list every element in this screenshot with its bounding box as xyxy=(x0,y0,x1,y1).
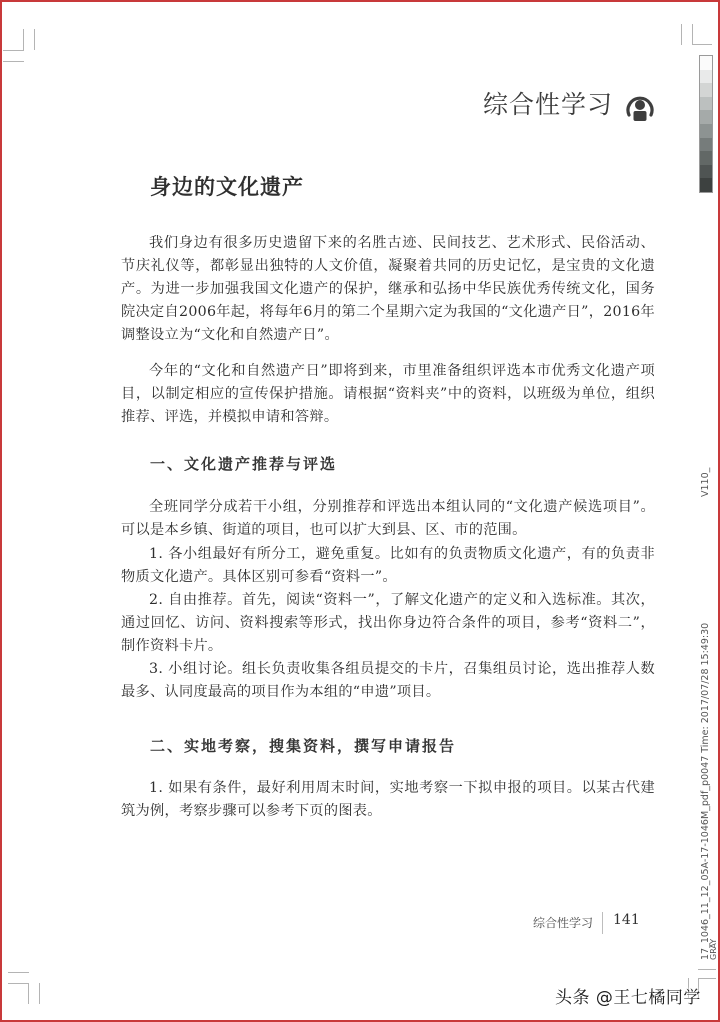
crop-mark xyxy=(34,29,35,50)
grayscale-step xyxy=(700,151,712,165)
crop-mark xyxy=(39,983,40,1004)
grayscale-step xyxy=(700,70,712,84)
grayscale-calibration-strip xyxy=(699,55,713,193)
crop-mark xyxy=(698,978,716,979)
grayscale-step xyxy=(700,178,712,192)
intro-paragraph: 我们身边有很多历史遗留下来的名胜古迹、民间技艺、艺术形式、民俗活动、节庆礼仪等，都彰显出独特的人文价值，凝聚着共同的历史记忆，是宝贵的文化遗产。为进一步加强我国文化遗产的保护，继承和弘扬中华民族优秀传统文化，国务院决定自2006年起，将每年6月的第二个星期六定为我国的“文化遗产日”，2016年调整设立为“文化和自然遗产日”。 xyxy=(121,235,655,343)
color-mode-label: GRAY xyxy=(709,938,718,960)
section-paragraph: 2. 自由推荐。首先，阅读“资料一”，了解文化遗产的定义和入选标准。其次，通过回忆、访问、资料搜索等形式，找出你身边符合条件的项目，参考“资料二”，制作资料卡片。 xyxy=(121,592,655,654)
crop-mark xyxy=(3,61,24,62)
crop-mark xyxy=(23,29,24,50)
section-header-title: 综合性学习 xyxy=(483,90,614,119)
crop-mark xyxy=(28,983,29,1004)
crop-mark xyxy=(681,24,682,45)
section-paragraph: 1. 如果有条件，最好利用周末时间，实地考察一下拟申报的项目。以某古代建筑为例，考察步骤可以参考下页的图表。 xyxy=(121,780,655,819)
crop-mark xyxy=(698,969,716,970)
grayscale-step xyxy=(700,83,712,97)
crop-mark xyxy=(8,983,29,984)
section-heading: 一、文化遗产推荐与评选 xyxy=(150,455,338,473)
grayscale-step xyxy=(700,97,712,111)
footer-section-label: 综合性学习 xyxy=(533,916,594,930)
section-heading: 二、实地考察，搜集资料，撰写申请报告 xyxy=(150,737,457,755)
section-paragraph: 全班同学分成若干小组，分别推荐和评选出本组认同的“文化遗产候选项目”。可以是本乡镇、街道的项目，也可以扩大到县、区、市的范围。 xyxy=(121,499,655,538)
footer-divider xyxy=(602,912,603,934)
section-paragraph: 1. 各小组最好有所分工，避免重复。比如有的负责物质文化遗产，有的负责非物质文化遗产。具体区别可参看“资料一”。 xyxy=(121,546,655,585)
grayscale-step xyxy=(700,138,712,152)
grayscale-step xyxy=(700,124,712,138)
crop-mark xyxy=(692,24,693,45)
crop-mark xyxy=(692,44,712,45)
crop-mark xyxy=(3,50,24,51)
grayscale-step xyxy=(700,56,712,70)
plate-code: V110_ xyxy=(700,467,711,497)
section-paragraph: 3. 小组讨论。组长负责收集各组员提交的卡片，召集组员讨论，选出推荐人数最多、认同度最高的项目作为本组的“申遗”项目。 xyxy=(121,661,655,700)
grayscale-step xyxy=(700,110,712,124)
page-title: 身边的文化遗产 xyxy=(150,175,304,199)
person-circle-icon xyxy=(624,92,656,124)
page-number: 141 xyxy=(613,912,640,928)
watermark: 头条 @王七橘同学 xyxy=(555,988,701,1008)
print-file-info: 17_1046_11_12_05A-17-1046M_pdf_p0047 Time: 2017/07/28 15:49:30 xyxy=(700,622,711,960)
intro-paragraph: 今年的“文化和自然遗产日”即将到来，市里准备组织评选本市优秀文化遗产项目，以制定相应的宣传保护措施。请根据“资料夹”中的资料，以班级为单位，组织推荐、评选，并模拟申请和答辩。 xyxy=(121,363,655,425)
crop-mark xyxy=(8,972,29,973)
grayscale-step xyxy=(700,165,712,179)
